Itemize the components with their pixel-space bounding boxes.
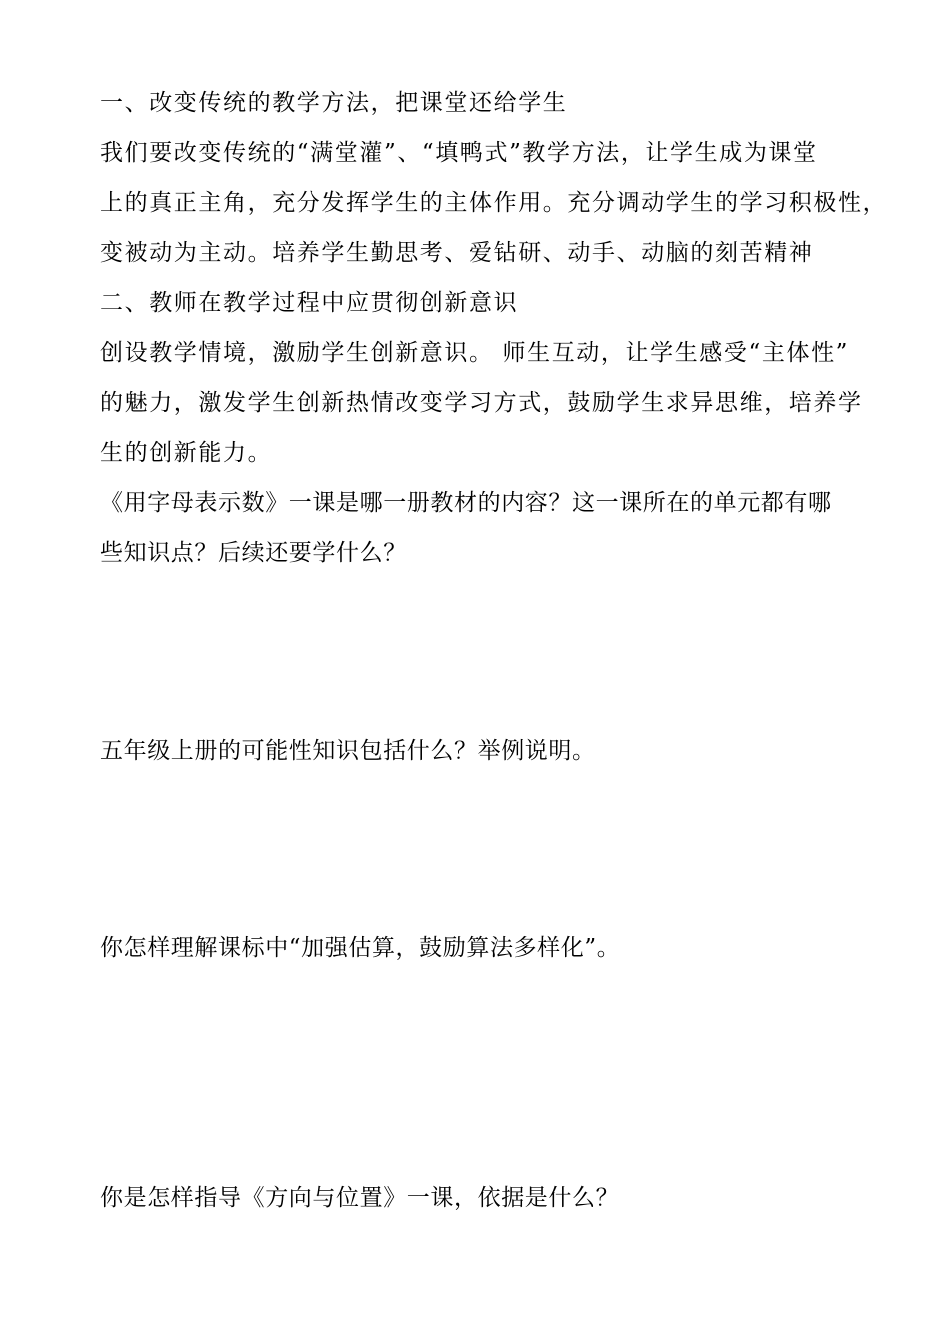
section-2-line-2: 的魅力，激发学生创新热情改变学习方式，鼓励学生求异思维，培养学 (100, 390, 863, 416)
section-2-line-1: 创设教学情境，激励学生创新意识。 师生互动，让学生感受“主体性” (100, 340, 850, 366)
section-1-heading: 一、改变传统的教学方法，把课堂还给学生 (100, 90, 568, 116)
section-1-line-1: 我们要改变传统的“满堂灌”、“填鸭式”教学方法，让学生成为课堂 (100, 140, 818, 166)
section-2-line-3: 生的创新能力。 (100, 440, 273, 466)
question-2: 五年级上册的可能性知识包括什么？举例说明。 (100, 738, 596, 764)
question-4: 你是怎样指导《方向与位置》一课，依据是什么？ (100, 1185, 620, 1211)
section-2-heading: 二、教师在教学过程中应贯彻创新意识 (100, 290, 519, 316)
question-1-line-1: 《用字母表示数》一课是哪一册教材的内容？这一课所在的单元都有哪 (100, 490, 832, 516)
section-1-line-2: 上的真正主角，充分发挥学生的主体作用。充分调动学生的学习积极性， (100, 190, 888, 216)
question-3: 你怎样理解课标中“加强估算，鼓励算法多样化”。 (100, 935, 621, 961)
question-1-line-2: 些知识点？后续还要学什么？ (100, 540, 407, 566)
section-1-line-3: 变被动为主动。培养学生勤思考、爱钻研、动手、动脑的刻苦精神 (100, 240, 814, 266)
